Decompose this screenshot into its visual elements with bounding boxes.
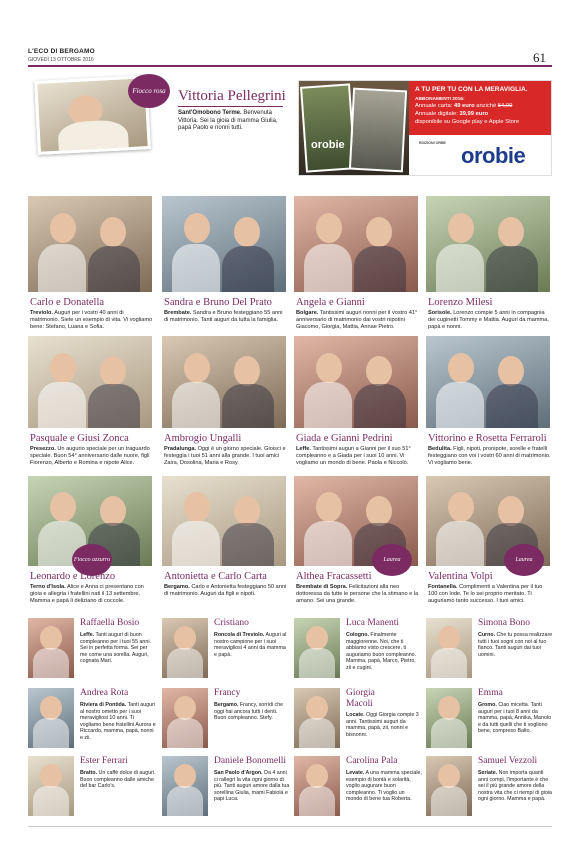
small-text [346,712,422,738]
greeting-body: Complimenti a Valentina per il tuo 100 con lode. Te lo sei proprio meritato. Ti auguriamo tanto successo. I tuoi amici. [428,584,543,605]
greeting-body: Figli, nipoti, pronipote, sorelle e fratelli festeggiano con voi i vostri 60 anni di matrimonio. Vi vogliamo bene. [428,446,551,467]
greeting-name: Carlo e Donatella [30,297,105,308]
small-photo [162,618,208,678]
greeting-text [30,310,154,332]
greeting-badge: Fiocco azzurro [72,544,112,576]
small-place: Gromo. [478,702,497,708]
greeting-place: Presezzo. [30,446,56,452]
greeting-text [164,584,288,598]
bottom-rule [28,826,552,827]
ad-small-brand: orobie [311,139,345,151]
greeting-body: Felicitazioni alla neo dottoressa da tutte le persone che la stimano e la amano. Sei una grande. [296,584,419,605]
small-place: Bergamo. [214,702,239,708]
ad-line1: ABBONAMENTI 2016: [415,97,465,102]
greeting-photo [162,476,286,566]
small-name: Daniele Bonomelli [214,756,287,766]
small-name: Andrea Rota [80,688,129,698]
small-name: Samuel Vezzoli [478,756,538,766]
small-text [214,632,290,658]
greeting-text [164,446,288,468]
greeting-place: Pradalunga. [164,446,197,452]
greeting-place: Bergamo. [164,584,190,590]
small-photo [426,618,472,678]
greeting-photo [162,196,286,292]
featured-divider [178,106,283,107]
header-rule [28,65,552,67]
greeting-body: Un augurio speciale per un traguardo speciale. Buon 54° anniversario dalle nuore, figli Fiorenzo, Alberto e Romina e nipote Alice. [30,446,150,467]
greeting-photo [28,336,152,428]
greeting-text [296,584,420,606]
small-name: Cristiano [214,618,249,628]
greeting-place: Brembate di Sopra. [296,584,348,590]
small-name: Simona Bono [478,618,530,628]
small-body: Francy, sorridi che oggi hai ancora tutti i denti. Buon compleanno. Stefy. [214,702,284,722]
small-photo [28,688,74,748]
greeting-photo [162,336,286,428]
small-place: Curno. [478,632,496,638]
featured-name: Vittoria Pellegrini [178,88,286,104]
ad-edizioni: EDIZIONI ORBE [419,141,446,145]
small-body: Un caffè dolce di auguri. Buon compleanno dalle amiche del bar Carlo's. [80,770,156,790]
greeting-text [428,446,552,468]
ad-banner[interactable] [298,80,552,176]
small-photo [162,756,208,816]
small-place: Riviera di Pontida. [80,702,127,708]
greeting-place: Bolgare. [296,310,319,316]
small-photo [28,756,74,816]
small-text [478,632,554,658]
featured-text [178,110,288,133]
greeting-photo [28,196,152,292]
greeting-place: Bedulita. [428,446,452,452]
ad-line2: Annuale carta: 49 euro anziché 54,00 [415,103,513,109]
small-place: Levate. [346,770,365,776]
small-text [346,632,422,672]
small-text [346,770,422,803]
small-name: Luca Manenti [346,618,400,628]
featured-badge: Fiocco rosa [128,74,170,108]
greeting-name: Ambrogio Ungalli [164,433,242,444]
ad-line3: Annuale digitale: 39,99 euro [415,111,489,117]
greeting-body: Carlo e Antonietta festeggiano 50 anni di matrimonio. Auguri da figli e nipoti. [164,584,287,598]
small-place: Locate. [346,712,365,718]
small-place: Roncola di Treviolo. [214,632,265,638]
small-name: Francy [214,688,241,698]
greeting-text [428,310,552,332]
greeting-name: Althea Fracassetti [296,571,372,582]
greeting-place: Leffe. [296,446,311,452]
small-name: Emma [478,688,503,698]
small-photo [294,756,340,816]
small-body: Oggi Giorgia compie 3 anni. Tantissimi auguri da mamma, papà, zii, nonni e bisnonni. [346,712,419,738]
small-text [80,632,156,665]
greeting-badge: Laurea [372,544,412,576]
small-body: Tanti auguri al nostro ometto per i suoi meravigliosi 10 anni. Ti vogliamo bene fratellini Aurora e Riccardo, mamma, papà, nonni e zii. [80,702,156,741]
small-place: San Paolo d'Argon. [214,770,263,776]
greeting-body: Tantissimi auguri nonni per il vostro 41° anniversario di matrimonio dai vostri nipotini Giacomo, Giorgia, Mattia, Annae Pietro. [296,310,418,331]
ad-headline: A TU PER TU CON LA MERAVIGLIA. [415,86,528,93]
greeting-photo [426,196,550,292]
small-name: Giorgia Macoli [346,688,375,709]
small-photo [28,618,74,678]
ad-line4: disponibile su Google play e Apple Store [415,119,520,125]
small-text [214,770,290,803]
greeting-name: Antonietta e Carlo Carta [164,571,267,582]
greeting-body: Alice e Anna ci presentano con gioia e allegria i fratellini nati il 13 settembre. Mamma e papà li deliziano di coccole. [30,584,144,605]
small-text [80,770,156,790]
small-photo [162,688,208,748]
greeting-name: Sandra e Bruno Del Prato [164,297,272,308]
small-body: Ciao micetta. Tanti auguri per i tuoi 8 anni da mamma, papà, Annika, Manolo e da tutti quelli che ti vogliono bene, compreso Balto. [478,702,552,735]
small-body: Non importa quanti anni compi, l'importante è che sei il più grande amore della nostra vita che ci riempi di gioia ogni giorno. Mamma e papà. [478,770,552,803]
greeting-place: Brembate. [164,310,192,316]
greeting-photo [294,336,418,428]
small-body: A una mamma speciale, esempio di bontà e solarità, voglio augurare buon compleanno. Ti voglio un mondo di bene tua Roberta. [346,770,422,803]
greeting-name: Lorenzo Milesi [428,297,493,308]
small-body: Che tu possa realizzare tutti i tuoi sogni con noi al tuo fianco. Tanti auguri dai tuoi uomini. [478,632,553,658]
small-text [478,770,554,803]
greeting-body: Sandra e Bruno festeggiano 55 anni di matrimonio. Tanti auguri da tutta la famiglia. [164,310,283,324]
small-place: Bratto. [80,770,98,776]
featured-body: Benvenuta Vittoria. Sei la gioia di mamma Giulia, papà Paolo e nonni tutti. [178,110,278,132]
page-number: 61 [533,50,546,65]
greeting-body: Auguri per i vostri 40 anni di matrimonio. Siete un esempio di vita. Vi vogliamo bene: Stefano, Luana e Sofia. [30,310,153,331]
small-body: Da 4 anni ci rallegri la vita ogni giorno di più. Tanti auguri amore dalla tua sorellina Giulia, mami Fabiola e papi Luca. [214,770,290,803]
greeting-place: Sorisole. [428,310,452,316]
greeting-text [30,446,154,468]
greeting-name: Vittorino e Rosetta Ferraroli [428,433,547,444]
greeting-body: Tantissimi auguri a Gianni per il suo 51° compleanno e a Giada per i suoi 10 anni. Vi vogliamo un mondo di bene. Paola e Niccolò. [296,446,411,467]
greeting-badge: Laurea [504,544,544,576]
featured-place: Sant'Omobono Terme. [178,110,242,116]
greeting-photo [294,196,418,292]
greeting-name: Angela e Gianni [296,297,365,308]
small-name: Raffaella Bosio [80,618,140,628]
small-text [214,702,290,722]
small-photo [426,688,472,748]
greeting-body: Lorenzo compie 5 anni in compagnia dei cuginetti Tommy e Mattia. Auguri da mamma, papà e nonni. [428,310,549,331]
greeting-name: Leonardo e Lorenzo [30,571,116,582]
small-place: Seriate. [478,770,498,776]
small-text [80,702,156,742]
small-body: Finalmente maggiorenne. Noi, che ti abbiamo visto crescere, ti auguriamo buon compleanno. Mamma, papà, Marco, Pietro, zii e cugini. [346,632,417,671]
small-photo [426,756,472,816]
greeting-photo [426,336,550,428]
greeting-name: Giada e Gianni Pedrini [296,433,393,444]
greeting-place: Terno d'Isola. [30,584,66,590]
greeting-text [428,584,552,606]
ad-brand-logo: orobie [461,143,526,168]
greeting-name: Valentina Volpi [428,571,493,582]
small-place: Leffe. [80,632,95,638]
small-body: Auguri al nostro campione per i suoi meravigliosi 4 anni da mamma e papà. [214,632,287,658]
small-photo [294,688,340,748]
greeting-text [164,310,288,324]
greeting-place: Fontanella. [428,584,458,590]
small-body: Tanti auguri di buon compleanno per i tuoi 55 anni. Sei in perfetta forma. Sei per me come una sorella. Auguri, cognata Mari. [80,632,151,665]
ad-panel [409,81,551,135]
greeting-place: Treviolo. [30,310,54,316]
greeting-text [30,584,154,606]
greeting-text [296,310,420,332]
small-text [478,702,554,735]
small-name: Ester Ferrari [80,756,128,766]
issue-date: GIOVEDÌ 13 OTTOBRE 2016 [28,57,94,63]
greeting-name: Pasquale e Giusi Zonca [30,433,129,444]
greeting-text [296,446,420,468]
small-name: Carolina Pala [346,756,398,766]
small-place: Cologno. [346,632,369,638]
ad-photo [299,81,409,175]
greeting-body: Oggi è un giorno speciale. Gioisci e festeggia i tuoi 51 anni alla grande. I tuoi amici Zaira, Dosolina, Maria e Rosy. [164,446,286,467]
small-photo [294,618,340,678]
masthead: L'ECO DI BERGAMO [28,48,95,55]
